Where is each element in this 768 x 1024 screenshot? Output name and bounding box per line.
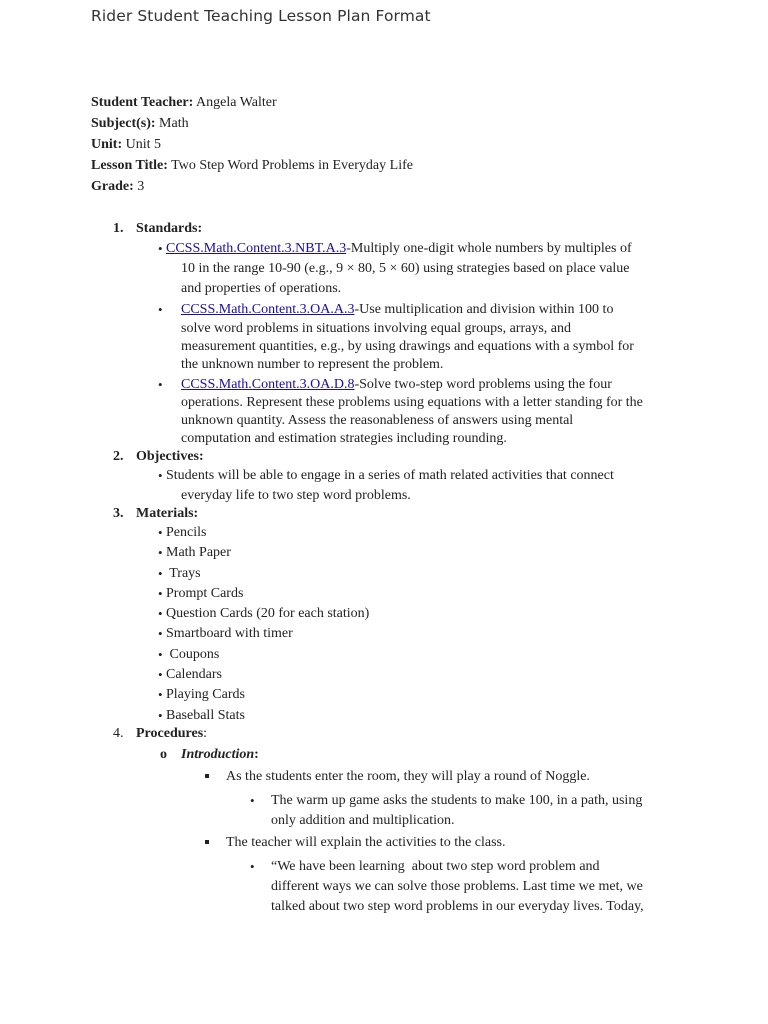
standard-3-link[interactable]: CCSS.Math.Content.3.OA.D.8 [181, 377, 355, 392]
standard-3-line-3: unknown quantity. Assess the reasonableness of answers using mental [181, 413, 574, 428]
bullet-icon: • [158, 708, 163, 723]
standard-2-line-4: the unknown number to represent the problem. [181, 357, 444, 372]
bullet-icon: • [158, 468, 163, 483]
standard-1-line-3: and properties of operations. [181, 281, 342, 296]
material-item: Smartboard with timer [166, 626, 293, 641]
section-title-materials: Materials: [136, 506, 199, 521]
subject-row [91, 114, 189, 133]
lesson-title-row [91, 156, 413, 175]
material-item: Prompt Cards [166, 586, 244, 601]
procedure-step-2-detail-line-3: talked about two step word problems in our everyday lives. Today, [271, 899, 644, 914]
standard-2-line-1: CCSS.Math.Content.3.OA.A.3-Use multiplication and division within 100 to [181, 302, 614, 317]
material-item: Calendars [166, 667, 222, 682]
grade-row [91, 177, 144, 196]
material-item: Math Paper [166, 545, 231, 560]
section-number-standards: 1. [113, 221, 124, 236]
bullet-icon: • [158, 626, 163, 641]
circle-bullet-icon: o [160, 747, 167, 762]
bullet-icon: • [158, 545, 163, 560]
subject-value: Math [159, 116, 189, 131]
section-title-procedures: Procedures [136, 726, 204, 741]
objective-line-2: everyday life to two step word problems. [181, 488, 411, 503]
bullet-icon: • [158, 606, 163, 621]
square-bullet-icon [205, 840, 209, 844]
procedure-step-2-detail-line-1: “We have been learning about two step word problem and [271, 859, 600, 874]
section-title-standards: Standards: [136, 221, 203, 236]
bullet-icon: • [158, 586, 163, 601]
section-number-procedures: 4. [113, 726, 124, 741]
unit-value: Unit 5 [125, 137, 162, 152]
standard-3-line-1: CCSS.Math.Content.3.OA.D.8-Solve two-step word problems using the four [181, 377, 612, 392]
material-item: Coupons [166, 647, 220, 662]
lesson-title-value: Two Step Word Problems in Everyday Life [171, 158, 413, 173]
bullet-icon: • [158, 377, 163, 392]
material-item: Trays [166, 566, 201, 581]
procedure-step-1-detail-line-1: The warm up game asks the students to make 100, in a path, using [271, 793, 643, 808]
material-item: Baseball Stats [166, 708, 245, 723]
bullet-icon: • [250, 859, 255, 874]
bullet-icon: • [158, 241, 163, 256]
procedure-step-2: The teacher will explain the activities to the class. [226, 835, 506, 850]
bullet-icon: • [158, 647, 163, 662]
standard-1-line-2: 10 in the range 10-90 (e.g., 9 × 80, 5 × 60) using strategies based on place value [181, 261, 630, 276]
bullet-icon: • [158, 566, 163, 581]
square-bullet-icon [205, 774, 209, 778]
procedure-step-2-detail-line-2: different ways we can solve those problems. Last time we met, we [271, 879, 643, 894]
bullet-icon: • [250, 793, 255, 808]
student-teacher-row [91, 93, 277, 112]
standard-3-line-2: operations. Represent these problems using equations with a letter standing for the [181, 395, 643, 410]
lesson-title-label: Lesson Title: [91, 158, 168, 173]
material-item: Question Cards (20 for each station) [166, 606, 370, 621]
student-teacher-label: Student Teacher: [91, 95, 194, 110]
bullet-icon: • [158, 525, 163, 540]
material-item: Pencils [166, 525, 207, 540]
section-number-objectives: 2. [113, 449, 124, 464]
objective-line-1: Students will be able to engage in a series of math related activities that connect [166, 468, 614, 483]
standard-2-line-3: measurement quantities, e.g., by using drawings and equations with a symbol for [181, 339, 634, 354]
section-title-objectives: Objectives: [136, 449, 204, 464]
grade-label: Grade: [91, 179, 134, 194]
grade-value: 3 [137, 179, 145, 194]
page-header-title: Rider Student Teaching Lesson Plan Format [91, 7, 431, 25]
bullet-icon: • [158, 302, 163, 317]
bullet-icon: • [158, 667, 163, 682]
standard-1-link[interactable]: CCSS.Math.Content.3.NBT.A.3 [166, 241, 347, 256]
procedure-step-1: As the students enter the room, they will play a round of Noggle. [226, 769, 590, 784]
material-item: Playing Cards [166, 687, 245, 702]
unit-row [91, 135, 161, 154]
standard-2-line-2: solve word problems in situations involving equal groups, arrays, and [181, 321, 571, 336]
student-teacher-value: Angela Walter [196, 95, 277, 110]
standard-1-line-1: CCSS.Math.Content.3.NBT.A.3-Multiply one-digit whole numbers by multiples of [166, 241, 632, 256]
unit-label: Unit: [91, 137, 123, 152]
bullet-icon: • [158, 687, 163, 702]
introduction-heading: Introduction: [181, 747, 259, 762]
section-number-materials: 3. [113, 506, 124, 521]
procedure-step-1-detail-line-2: only addition and multiplication. [271, 813, 455, 828]
section-title-procedures-row: Procedures: [136, 726, 208, 741]
standard-2-link[interactable]: CCSS.Math.Content.3.OA.A.3 [181, 302, 355, 317]
standard-3-line-4: computation and estimation strategies including rounding. [181, 431, 507, 446]
subject-label: Subject(s): [91, 116, 156, 131]
